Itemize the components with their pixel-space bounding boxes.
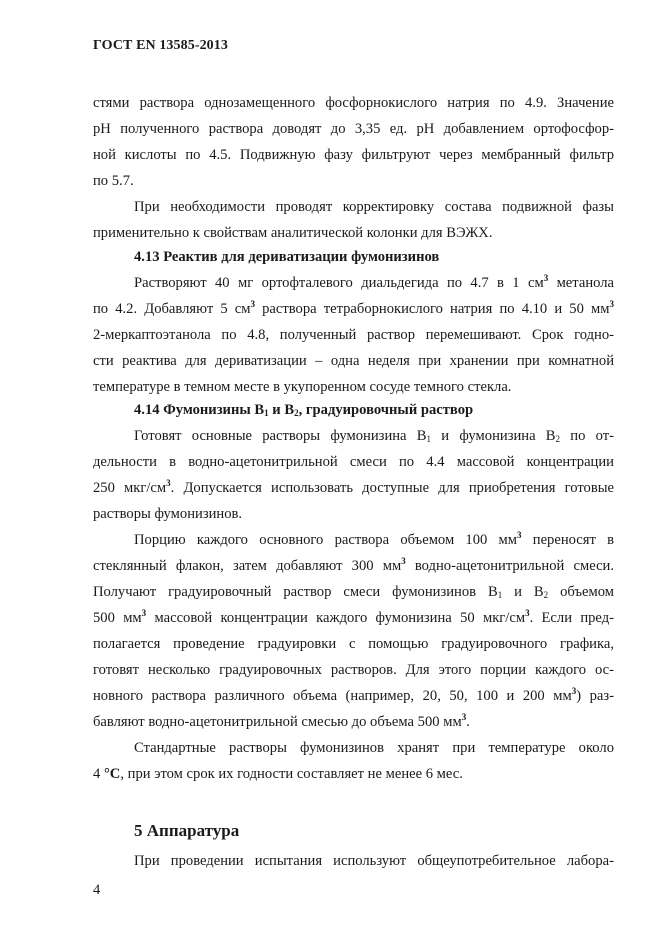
text-line: по 5.7. [93,173,134,189]
text-line: При необходимости проводят корректировку состава подвижной фазы [134,199,614,215]
text-line: температуре в темном месте в укупоренном сосуде темного стекла. [93,379,512,395]
page-number: 4 [93,882,101,898]
text-line: растворы фумонизинов. [93,506,243,522]
text-line: новного раствора различного объема (например, 20, 50, 100 и 200 $мм^3$) раз- [93,686,614,704]
text-line: полагается проведение градуировки с помощью градуировочного графика, [93,636,614,652]
text-line: по 4.2. Добавляют 5 $см^3$ раствора тетраборнокислого натрия по 4.10 и 50 $мм^3$ [93,299,614,317]
text-line: Готовят основные растворы фумонизина $B_1$ и фумонизина $B_2$ по от- [134,428,614,444]
text-line: ной кислоты по 4.5. Подвижную фазу фильтруют через мембранный фильтр [93,147,614,163]
standard-header: ГОСТ EN 13585-2013 [93,38,228,53]
text-line: 4 °C, при этом срок их годности составляет не менее 6 мес. [93,766,463,782]
text-line: Получают градуировочный раствор смеси фумонизинов $B_1$ и $B_2$ объемом [93,584,614,600]
text-line: дельности в водно-ацетонитрильной смеси по 4.4 массовой концентрации [93,454,614,470]
section-heading-4-13: 4.13 Реактив для дериватизации фумонизинов [134,249,440,265]
text-line: сти реактива для дериватизации – одна неделя при хранении при комнатной [93,353,614,369]
text-line: 250 мкг/$см^3$. Допускается использовать доступные для приобретения готовые [93,478,614,496]
text-line: При проведении испытания используют общеупотребительное лабора- [134,853,614,869]
section-heading-4-14: 4.14 Фумонизины $B_1$ и $B_2$, градуировочный раствор [134,402,474,418]
text-line: Порцию каждого основного раствора объемом 100 $мм^3$ переносят в [134,530,614,548]
text-line: стеклянный флакон, затем добавляют 300 $мм^3$ водно-ацетонитрильной смеси. [93,556,615,574]
text-line: 2-меркаптоэтанола по 4.8, полученный раствор перемешивают. Срок годно- [93,327,614,343]
text-line: 500 $мм^3$ массовой концентрации каждого фумонизина 50 мкг/$см^3$. Если пред- [93,608,614,626]
text-line: готовят несколько градуировочных растворов. Для этого порции каждого ос- [93,662,614,678]
section-heading-5: 5 Аппаратура [134,821,240,840]
text-line: стями раствора однозамещенного фосфорнокислого натрия по 4.9. Значение [93,95,614,111]
text-line: применительно к свойствам аналитической колонки для ВЭЖХ. [93,225,493,241]
text-line: бавляют водно-ацетонитрильной смесью до объема 500 $мм^3$. [93,712,470,730]
text-line: Стандартные растворы фумонизинов хранят при температуре около [134,740,614,756]
text-line: pH полученного раствора доводят до 3,35 ед. pH добавлением ортофосфор- [93,121,614,137]
text-line: Растворяют 40 мг ортофталевого диальдегида по 4.7 в 1 $см^3$ метанола [134,273,614,291]
